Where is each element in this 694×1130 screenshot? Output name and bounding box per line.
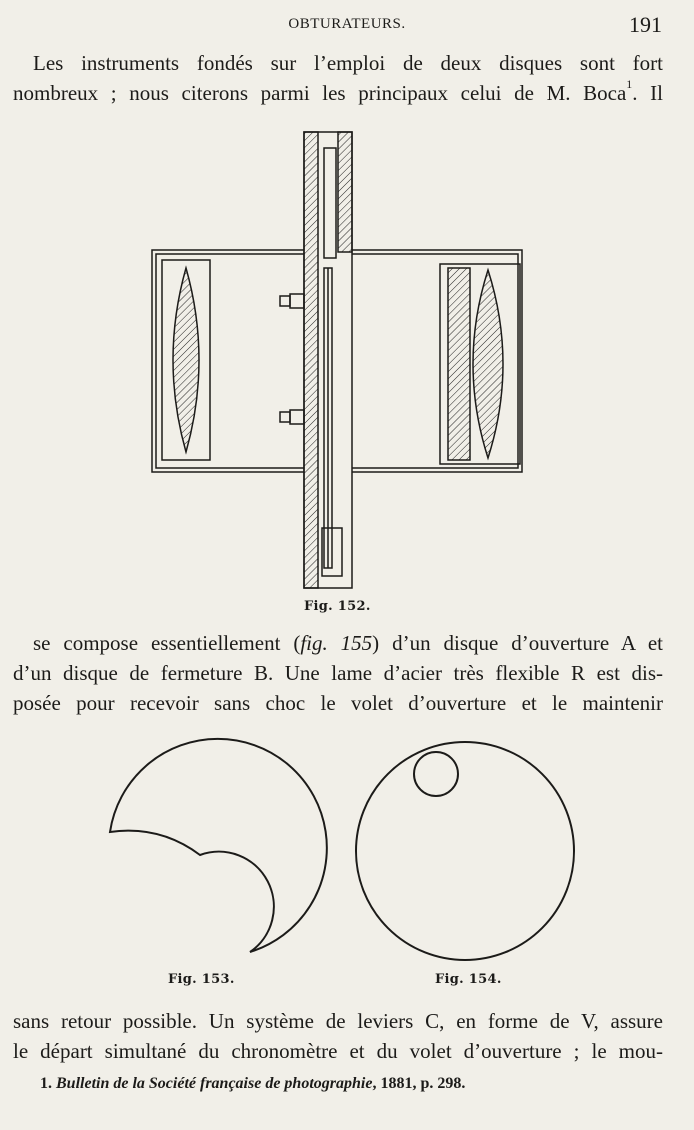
paragraph-2-line-3: posée pour recevoir sans choc le volet d’ouverture et le maintenir	[13, 691, 663, 715]
paragraph-2-line-2: d’un disque de fermeture B. Une lame d’acier très flexible R est dis-	[13, 661, 663, 685]
running-head-title: OBTURATEURS.	[288, 16, 406, 32]
paragraph-2-line-1	[13, 628, 663, 658]
figure-152-illustration	[140, 128, 530, 594]
footnote-details: , 1881, p. 298.	[372, 1075, 466, 1092]
paragraph-1-line-2-end: . Il	[632, 81, 664, 105]
figure-154-illustration	[352, 738, 578, 964]
paragraph-1-line-1: Les instruments fondés sur l’emploi de deux disques sont fort	[33, 51, 663, 75]
footnote	[40, 1075, 660, 1093]
figure-153-illustration	[100, 735, 330, 960]
paragraph-2	[13, 628, 663, 718]
paragraph-1	[13, 48, 663, 108]
paragraph-1-line-2	[13, 78, 663, 108]
paragraph-3	[13, 1006, 663, 1066]
footnote-number: 1.	[40, 1075, 52, 1092]
footnote-source: Bulletin de la Société française de photographie	[56, 1075, 373, 1092]
footnote-marker: 1	[626, 77, 633, 91]
running-head	[0, 12, 694, 38]
paragraph-2-line-1-start: se compose essentiellement (	[33, 631, 301, 655]
paragraph-3-line-2: le départ simultané du chronomètre et du volet d’ouverture ; le mou-	[13, 1039, 663, 1063]
figure-153-caption: Fig. 153.	[168, 972, 235, 987]
paragraph-2-line-1-end: ) d’un disque d’ouverture A et	[372, 631, 664, 655]
paragraph-3-line-1: sans retour possible. Un système de leviers C, en forme de V, assure	[13, 1009, 663, 1033]
paragraph-1-line-2-text: nombreux ; nous citerons parmi les principaux celui de M. Boca	[13, 81, 627, 105]
figure-reference: fig. 155	[300, 631, 373, 655]
figure-154-caption: Fig. 154.	[435, 972, 502, 987]
figure-152-caption: Fig. 152.	[304, 599, 371, 614]
page-number: 191	[629, 12, 662, 37]
